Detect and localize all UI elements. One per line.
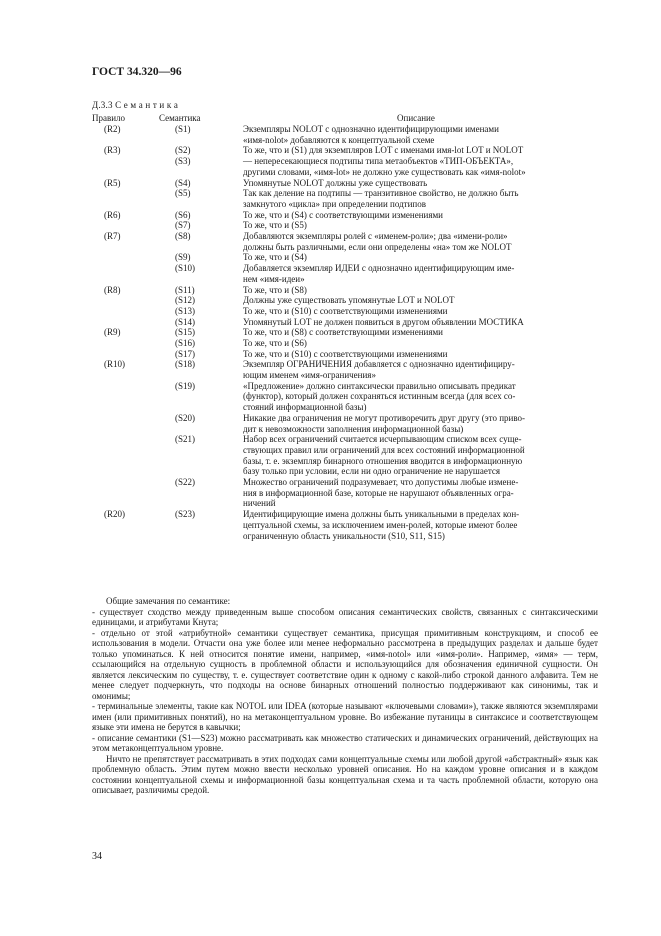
semantics-cell: (S15) <box>175 327 195 338</box>
description-line: То же, что и (S8) с соответствующими изменениями <box>243 327 443 338</box>
description-line: дит к невозможности заполнения информационной базы) <box>243 423 464 434</box>
description-cell <box>243 188 598 209</box>
semantics-cell: (S18) <box>175 359 195 370</box>
description-line: То же, что и (S6) <box>243 338 307 348</box>
description-line: ограниченную область уникальности (S10, S11, S15) <box>243 530 445 541</box>
col-semantics-header: Семантика <box>159 113 201 123</box>
description-line: базу только при условии, если ни одно ограничение не нарушается <box>243 466 501 477</box>
description-line: То же, что и (S4) <box>243 252 307 263</box>
semantics-cell: (S12) <box>175 295 195 306</box>
description-line: Никакие два ограничения не могут противоречить друг другу (это приво- <box>243 412 526 423</box>
description-line: Экземпляр ОГРАНИЧЕНИЯ добавляется с однозначно идентифициру- <box>243 359 515 370</box>
description-line: Должны уже существовать упомянутые LOT и NOLOT <box>243 295 455 306</box>
note-paragraph: - существует сходство между приведенным выше способом описания семантических свойств, связанных с синтаксическими единицами, и атрибутами Кнута; <box>92 606 598 627</box>
description-line: Так как деление на подтипы — транзитивное свойство, не должно быть <box>243 188 519 199</box>
col-rule-header: Правило <box>92 113 126 123</box>
description-line: Набор всех ограничений считается исчерпывающим списком всех суще- <box>243 434 522 445</box>
description-line: «Предложение» должно синтаксически правильно описывать предикат <box>243 380 516 391</box>
note-paragraph: - терминальные элементы, такие как NOTOL или IDEA (которые называют «ключевыми словами»), также являются экземплярами имен (или примитивных понятий), но на метаконцептуальном уровне. Во избежание путаницы в синтаксисе и соответствующем языке эти имена не берутся в кавычки; <box>92 701 598 732</box>
description-line: ющим именем «имя-ограничения» <box>243 370 376 381</box>
rule-cell: (R20) <box>104 509 125 520</box>
description-cell <box>243 178 598 189</box>
col-description-header: Описание <box>397 113 435 123</box>
description-line: другими словами, «имя-lot» не должно уже существовать как «имя-nolot» <box>243 166 526 177</box>
rule-cell: (R6) <box>104 209 121 220</box>
rule-cell: (R3) <box>104 145 121 156</box>
note-paragraph: Ничто не препятствует рассматривать в этих подходах сами концептуальные схемы или любой другой «абстрактный» язык как проблемную область. Этим путем можно ввести несколько уровней описания. Но на каждом уровне описания и в каждом состоянии концептуальной схемы и информационной базы концептуальная схема и та часть проблемной области, которую она описывает, различимы средой. <box>92 753 598 795</box>
description-cell <box>243 156 598 177</box>
description-line: Добавляются экземпляры ролей с «именем-роли»; два «имени-роли» <box>243 231 508 241</box>
description-cell <box>243 434 598 477</box>
description-line: ния в информационной базе, которые не нарушают объявленных огра- <box>243 487 514 498</box>
rule-cell: (R8) <box>104 284 121 295</box>
description-cell <box>243 317 598 328</box>
description-line: должны быть различными, если они определены «на» том же NOLOT <box>243 241 512 252</box>
semantics-cell: (S1) <box>175 124 191 134</box>
rule-cell: (R2) <box>104 124 121 134</box>
semantics-cell: (S14) <box>175 316 195 327</box>
description-line: Идентифицирующие имена должны быть уникальными в пределах кон- <box>243 509 520 520</box>
rule-cell: (R5) <box>104 177 121 188</box>
description-line: замкнутого «цикла» при определении подтипов <box>243 198 426 209</box>
description-line: ничений <box>243 498 276 509</box>
semantics-cell: (S19) <box>175 380 195 391</box>
description-cell <box>243 509 598 541</box>
rule-cell: (R7) <box>104 231 121 241</box>
description-cell <box>243 295 598 306</box>
description-line: Экземпляры NOLOT с однозначно идентифицирующими именами <box>243 124 499 134</box>
semantics-cell: (S17) <box>175 348 195 359</box>
description-cell <box>243 220 598 231</box>
semantics-cell: (S11) <box>175 284 195 295</box>
semantics-cell: (S3) <box>175 156 191 167</box>
description-cell <box>243 477 598 509</box>
semantics-cell: (S2) <box>175 145 191 156</box>
semantics-cell: (S21) <box>175 434 195 445</box>
note-paragraph: - отдельно от этой «атрибутной» семантики существует семантика, присущая примитивным конструкциям, и способ ее использования в модели. Отчасти она уже более или менее неформально рассмотрена в предыдущих разделах и дальше будет только упоминаться. К ней относится понятие имени, например, «имя-notol» или «имя-роли». Например, «имя» — терм, ссылающийся на отдельную сущность в проблемной области и использующийся для обозначения единичной сущности. Он является лексическим по существу, т. е. существует соответствие один к одному с какой-либо строкой данного алфавита. Тем не менее следует подчеркнуть, что подходы на основе бинарных отношений полностью поддерживают как синонимы, так и омонимы; <box>92 627 598 701</box>
semantics-cell: (S4) <box>175 177 191 188</box>
description-cell <box>243 413 598 434</box>
rule-cell: (R10) <box>104 359 125 370</box>
page-number: 34 <box>92 851 102 862</box>
description-cell <box>243 210 598 221</box>
description-cell <box>243 285 598 296</box>
description-cell <box>243 359 598 380</box>
description-line: — непересекающиеся подтипы типа метаобъектов «ТИП-ОБЪЕКТА», <box>243 156 514 167</box>
semantics-cell: (S13) <box>175 305 195 316</box>
description-line: То же, что и (S4) с соответствующими изменениями <box>243 209 443 220</box>
semantics-cell: (S10) <box>175 263 195 274</box>
description-line: То же, что и (S5) <box>243 220 307 231</box>
semantics-cell: (S9) <box>175 252 191 263</box>
description-line: базы, т. е. экземпляр бинарного отношения вводится в информационную <box>243 455 523 466</box>
description-line: То же, что и (S8) <box>243 284 307 295</box>
description-line: нем «имя-идеи» <box>243 273 305 284</box>
description-line: стояний информационной базы) <box>243 402 367 413</box>
semantics-cell: (S22) <box>175 477 195 488</box>
description-line: цептуальной схемы, за исключением имен-ролей, которые имеют более <box>243 519 518 530</box>
semantics-cell: (S20) <box>175 412 195 423</box>
general-notes <box>92 596 598 796</box>
description-cell <box>243 306 598 317</box>
description-line: То же, что и (S10) с соответствующими изменениями <box>243 305 448 316</box>
description-line: Упомянутый LOT не должен появиться в другом объявлении МОСТИКА <box>243 316 524 327</box>
rule-cell: (R9) <box>104 327 121 338</box>
description-line: Множество ограничений подразумевает, что допустимы любые измене- <box>243 477 519 488</box>
description-cell <box>243 327 598 338</box>
section-title: Д.3.3 С е м а н т и к а <box>92 100 179 110</box>
description-cell <box>243 381 598 413</box>
description-line: Добавляется экземпляр ИДЕИ с однозначно идентифицирующим име- <box>243 263 515 274</box>
description-cell <box>243 349 598 360</box>
semantics-cell: (S23) <box>175 509 195 520</box>
description-cell <box>243 263 598 284</box>
description-cell <box>243 338 598 349</box>
semantics-cell: (S5) <box>175 188 191 199</box>
description-line: «имя-nolot» добавляются к концептуальной схеме <box>243 134 435 145</box>
description-line: Упомянутые NOLOT должны уже существовать <box>243 177 428 188</box>
semantics-cell: (S6) <box>175 209 191 220</box>
semantics-cell: (S7) <box>175 220 191 231</box>
semantics-cell: (S8) <box>175 231 191 241</box>
description-line: То же, что и (S1) для экземпляров LOT с именами имя-lot LOT и NOLOT <box>243 145 524 156</box>
note-paragraph: Общие замечания по семантике: <box>106 596 231 606</box>
semantics-cell: (S16) <box>175 338 195 348</box>
description-cell <box>243 124 598 145</box>
note-paragraph: - описание семантики (S1—S23) можно рассматривать как множество статических и динамических ограничений, действующих на этом метаконцептуальном уровне. <box>92 732 598 753</box>
description-cell <box>243 231 598 252</box>
description-line: ствующих правил или ограничений для всех состояний информационной <box>243 444 525 455</box>
description-cell <box>243 145 598 156</box>
description-line: (функтор), который должен сохраняться истинным всегда (для всех со- <box>243 391 516 402</box>
description-cell <box>243 252 598 263</box>
description-line: То же, что и (S10) с соответствующими изменениями <box>243 348 448 359</box>
document-header: ГОСТ 34.320—96 <box>92 66 182 78</box>
